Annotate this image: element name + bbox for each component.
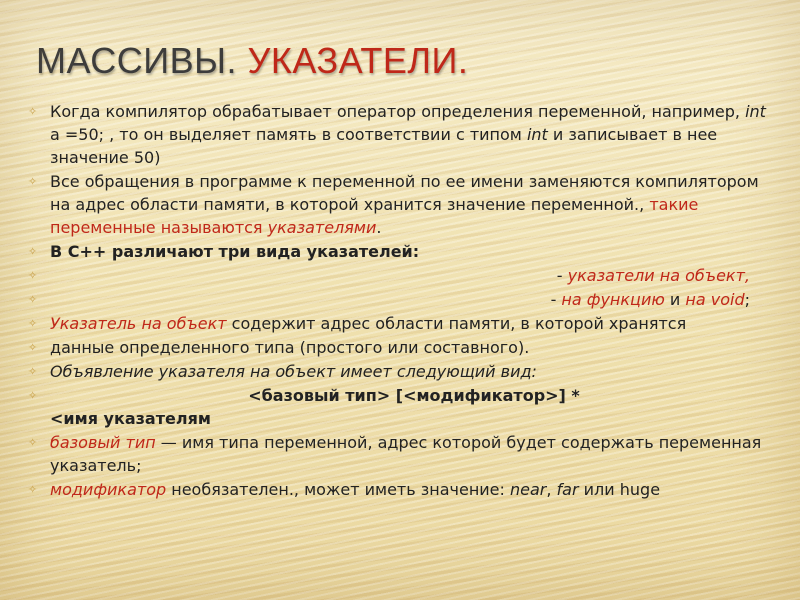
syntax-text: <базовый тип> [<модификатор>] *: [248, 386, 580, 405]
bullet-icon: ✧: [28, 436, 38, 449]
keyword-int: int: [745, 102, 766, 121]
highlight-text: такие переменные называются: [50, 195, 699, 237]
list-item-declaration-intro: [28, 360, 778, 383]
text: — имя типа переменной, адрес которой будет содержать переменная указатель;: [50, 433, 762, 475]
bullet-icon: ✧: [28, 175, 38, 188]
title-part-pointers: УКАЗАТЕЛИ.: [247, 40, 469, 81]
list-item-data-types: [28, 336, 778, 359]
bullet-icon: ✧: [28, 483, 38, 496]
syntax-text: <имя указателям: [50, 409, 211, 428]
text: ;: [744, 290, 750, 309]
term-void: на void: [685, 290, 745, 309]
keyword-far: far: [556, 480, 579, 499]
bullet-icon: ✧: [28, 389, 38, 402]
term-object-pointers: указатели на объект,: [567, 266, 750, 285]
keyword-int: int: [526, 125, 548, 144]
list-item-variable-access: [28, 170, 778, 239]
term-modifier: модификатор: [50, 480, 167, 499]
term-base-type: базовый тип: [50, 433, 156, 452]
bold-text: В С++ различают три вида указателей:: [50, 242, 420, 261]
text: и записывает в нее значение 50): [50, 125, 718, 167]
bullet-icon: ✧: [28, 293, 38, 306]
text: и: [664, 290, 686, 309]
list-item-base-type: [28, 431, 778, 477]
list-item-declaration-syntax: [28, 384, 778, 430]
list-item-function-void-pointers: [28, 288, 778, 311]
text: .: [376, 218, 382, 237]
syntax-line: [50, 407, 778, 430]
term-function: на функцию: [561, 290, 665, 309]
text: например,: [651, 102, 746, 121]
bullet-icon: ✧: [28, 245, 38, 258]
bullet-icon: ✧: [28, 105, 38, 118]
text: а =50; , то он выделяет память в соответствии с типом: [50, 125, 522, 144]
bullet-icon: ✧: [28, 317, 38, 330]
text: Когда компилятор обрабатывает оператор определения переменной,: [50, 102, 647, 121]
text: или huge: [578, 480, 661, 499]
text: ,: [546, 480, 557, 499]
list-item-object-pointer-definition: [28, 312, 778, 335]
syntax-line: [50, 384, 778, 407]
bullet-icon: ✧: [28, 269, 38, 282]
list-item-object-pointers: [28, 264, 778, 287]
text: необязателен., может иметь значение:: [166, 480, 510, 499]
text: данные определенного типа (простого или составного).: [50, 338, 530, 357]
term-object-pointer: Указатель на объект: [50, 314, 227, 333]
list-item-modifier: [28, 478, 778, 501]
keyword-near: near: [510, 480, 547, 499]
list-item-pointer-kinds-heading: [28, 240, 778, 263]
bullet-icon: ✧: [28, 341, 38, 354]
bullet-icon: ✧: [28, 365, 38, 378]
slide-title: [36, 40, 468, 82]
italic-text: Объявление указателя на объект имеет следующий вид:: [50, 362, 537, 381]
text: содержит адрес области памяти, в которой хранятся: [226, 314, 687, 333]
content-list: [28, 100, 778, 502]
term-pointers: указателями: [267, 218, 377, 237]
text: -: [556, 266, 568, 285]
list-item-compiler-definition: [28, 100, 778, 169]
text: Все обращения в программе к переменной по ее имени заменяются компилятором на адрес области памяти, в которой хранится значение переменной.,: [50, 172, 759, 214]
title-part-arrays: МАССИВЫ.: [36, 40, 237, 81]
text: -: [550, 290, 562, 309]
